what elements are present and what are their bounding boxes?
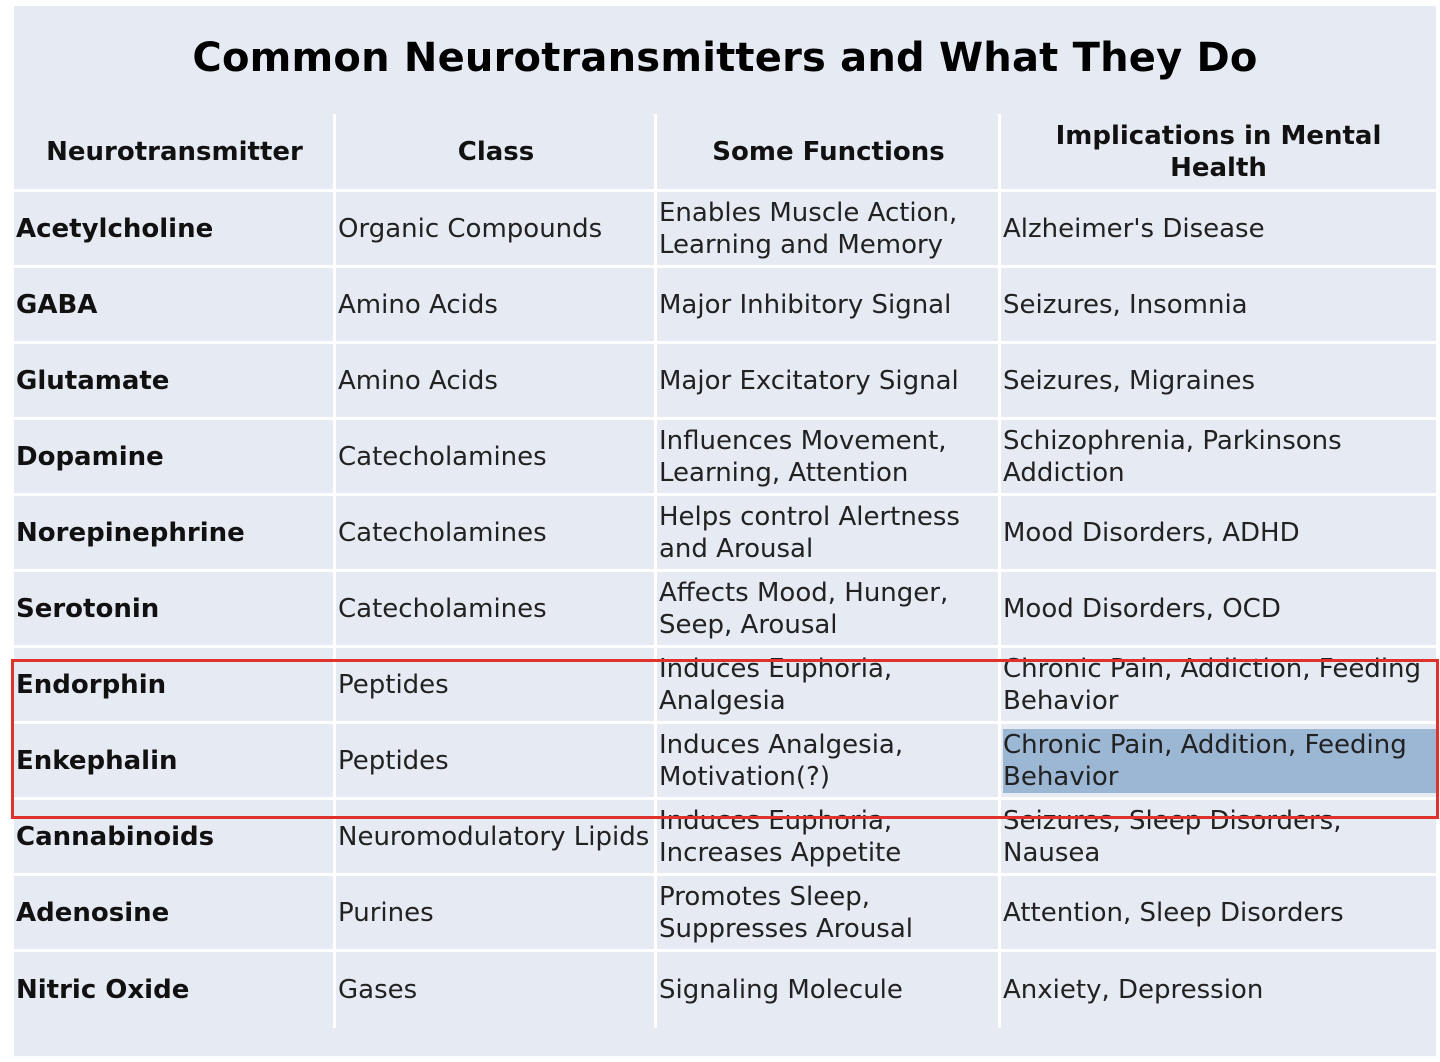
cell-class: Purines [336, 876, 657, 949]
cell-neurotransmitter: Serotonin [14, 572, 336, 645]
header-implications: Implications in Mental Health [1055, 120, 1382, 183]
cell-neurotransmitter: Endorphin [14, 648, 336, 721]
cell-neurotransmitter: Nitric Oxide [14, 952, 336, 1028]
cell-neurotransmitter: Adenosine [14, 876, 336, 949]
table-row [14, 800, 1436, 876]
table-row [14, 192, 1436, 268]
cell-class: Peptides [336, 724, 657, 797]
header-class: Class [336, 114, 657, 189]
cell-implications: Alzheimer's Disease [1003, 213, 1265, 244]
cell-functions: Induces Analgesia, Motivation(?) [657, 724, 1001, 797]
cell-implications: Attention, Sleep Disorders [1003, 897, 1344, 928]
cell-neurotransmitter: Enkephalin [14, 724, 336, 797]
header-neurotransmitter: Neurotransmitter [14, 114, 336, 189]
cell-functions: Major Inhibitory Signal [657, 268, 1001, 341]
cell-implications: Seizures, Migraines [1003, 365, 1256, 396]
cell-functions: Major Excitatory Signal [657, 344, 1001, 417]
cell-class: Amino Acids [336, 268, 657, 341]
table-header-row [14, 114, 1436, 192]
cell-neurotransmitter: GABA [14, 268, 336, 341]
neurotransmitter-table [14, 114, 1436, 1028]
cell-functions: Signaling Molecule [657, 952, 1001, 1028]
cell-neurotransmitter: Acetylcholine [14, 192, 336, 265]
selected-text[interactable]: Chronic Pain, Addition, Feeding Behavior [1003, 729, 1436, 793]
table-row [14, 724, 1436, 800]
cell-implications: Schizophrenia, Parkinsons Addiction [1003, 425, 1342, 488]
cell-class: Catecholamines [336, 496, 657, 569]
cell-functions: Influences Movement, Learning, Attention [657, 420, 1001, 493]
table-row [14, 496, 1436, 572]
cell-class: Catecholamines [336, 572, 657, 645]
cell-implications: Mood Disorders, ADHD [1003, 517, 1300, 548]
cell-implications: Chronic Pain, Addiction, Feeding Behavior [1003, 653, 1422, 716]
table-slide [14, 6, 1436, 1056]
cell-functions: Helps control Alertness and Arousal [657, 496, 1001, 569]
table-row [14, 420, 1436, 496]
cell-neurotransmitter: Dopamine [14, 420, 336, 493]
table-title: Common Neurotransmitters and What They Do [192, 35, 1258, 81]
cell-functions: Induces Euphoria, Analgesia [657, 648, 1001, 721]
table-row [14, 572, 1436, 648]
cell-implications: Seizures, Insomnia [1003, 289, 1248, 320]
table-row [14, 952, 1436, 1028]
table-row [14, 876, 1436, 952]
cell-class: Gases [336, 952, 657, 1028]
cell-neurotransmitter: Glutamate [14, 344, 336, 417]
table-row [14, 344, 1436, 420]
cell-functions: Induces Euphoria, Increases Appetite [657, 800, 1001, 873]
cell-functions: Promotes Sleep, Suppresses Arousal [657, 876, 1001, 949]
cell-class: Amino Acids [336, 344, 657, 417]
cell-implications: Anxiety, Depression [1003, 975, 1264, 1005]
cell-implications-selected[interactable] [1001, 724, 1436, 797]
cell-functions: Enables Muscle Action, Learning and Memory [657, 192, 1001, 265]
cell-functions: Affects Mood, Hunger, Seep, Arousal [657, 572, 1001, 645]
cell-class: Peptides [336, 648, 657, 721]
table-row [14, 268, 1436, 344]
cell-class: Organic Compounds [336, 192, 657, 265]
cell-implications: Mood Disorders, OCD [1003, 593, 1281, 624]
cell-neurotransmitter: Norepinephrine [14, 496, 336, 569]
table-row [14, 648, 1436, 724]
cell-implications: Seizures, Sleep Disorders, Nausea [1003, 805, 1342, 868]
cell-class: Neuromodulatory Lipids [336, 800, 657, 873]
cell-class: Catecholamines [336, 420, 657, 493]
header-functions: Some Functions [657, 114, 1001, 189]
cell-neurotransmitter: Cannabinoids [14, 800, 336, 873]
